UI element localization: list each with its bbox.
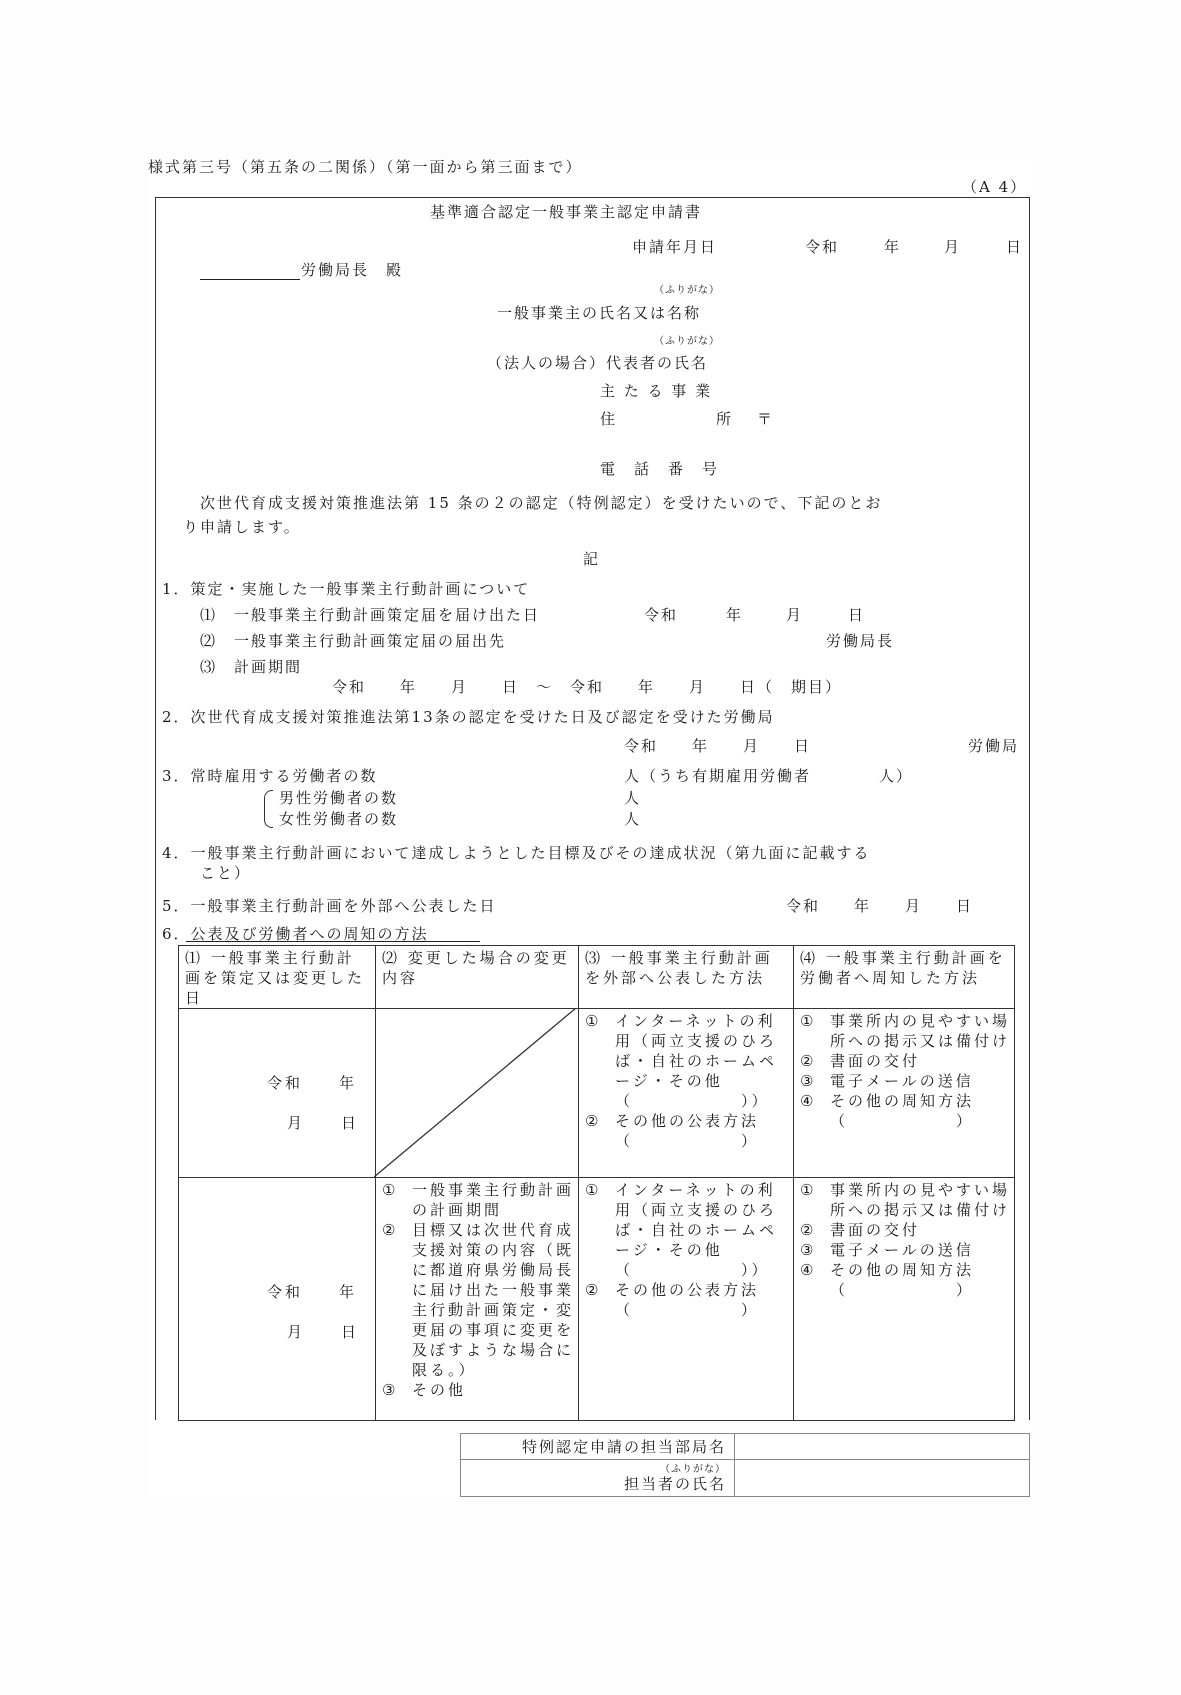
section-5-title: 5．一般事業主行動計画を外部へ公表した日 [162, 897, 497, 915]
table-header-row [179, 946, 1015, 1009]
notify-cell[interactable] [794, 1178, 1015, 1421]
address-label-2: 所 [716, 410, 734, 428]
publish-cell[interactable] [579, 1178, 794, 1421]
list-item[interactable]: ① 事業所内の見やすい場所への掲示又は備付け [800, 1181, 1011, 1219]
diagonal-strike-icon [374, 1008, 576, 1177]
list-item[interactable]: ③ 電子メールの送信 [800, 1072, 974, 1090]
section-2-date: 令和 年 月 日 [624, 737, 812, 755]
list-item[interactable]: ② その他の公表方法（ ） [585, 1281, 760, 1319]
female-workers-label: 女性労働者の数 [279, 810, 399, 828]
contact-table [460, 1433, 1030, 1497]
section-4-line-1: 4．一般事業主行動計画において達成しようとした目標及びその達成状況（第九面に記載する [162, 844, 871, 862]
month-label: 月 [944, 238, 962, 256]
list-item[interactable]: ④ その他の周知方法（ ） [800, 1261, 975, 1299]
month-label: 月 [786, 606, 804, 624]
table-row [461, 1434, 1030, 1460]
list-item[interactable]: ② 目標又は次世代育成支援対策の内容（既に都道府県労働局長に届け出た一般事業主行動計画策定・変更届の事項に変更を及ぼすような場合に限る。） [382, 1221, 575, 1379]
day-label: 日 [1006, 238, 1024, 256]
request-line-1: 次世代育成支援対策推進法第 15 条の２の認定（特例認定）を受けたいので、下記のとお [200, 494, 883, 512]
phone-label: 電 話 番 号 [600, 460, 720, 478]
list-item[interactable]: ① インターネットの利用（両立支援のひろば・自社のホームページ・その他（ ）） [585, 1181, 778, 1279]
paper-size: （A 4） [962, 178, 1028, 196]
form-number: 様式第三号（第五条の二関係）（第一面から第三面まで） [148, 158, 583, 176]
column-header-date: ⑴ 一般事業主行動計画を策定又は変更した日 [185, 949, 366, 1007]
furigana-person: （ふりがな） [660, 1464, 726, 1475]
plan-period: 令和 年 月 日 ～ 令和 年 月 日（ 期目） [332, 678, 843, 696]
employer-name-label: 一般事業主の氏名又は名称 [497, 304, 702, 322]
section-6-title: 6．公表及び労働者への周知の方法 [162, 925, 429, 943]
section-2-bureau: 労働局 [968, 737, 1020, 755]
column-header-publish: ⑶ 一般事業主行動計画を外部へ公表した方法 [585, 949, 773, 987]
person-label-cell [461, 1460, 735, 1497]
postal-mark: 〒 [757, 410, 775, 428]
representative-label: （法人の場合）代表者の氏名 [487, 354, 709, 372]
person-field[interactable] [735, 1460, 1030, 1497]
person-label: 担当者の氏名 [623, 1475, 726, 1493]
section-1-title: 1．策定・実施した一般事業主行動計画について [162, 580, 531, 598]
table-row [179, 1178, 1015, 1421]
column-header-change: ⑵ 変更した場合の変更内容 [382, 949, 570, 987]
row-2-date-line-1: 令和 年 [267, 1283, 358, 1301]
furigana-employer: （ふりがな） [654, 285, 720, 296]
list-item[interactable]: ② 書面の交付 [800, 1221, 921, 1239]
list-item[interactable]: ③ その他 [382, 1381, 467, 1399]
list-item[interactable]: ① 事業所内の見やすい場所への掲示又は備付け [800, 1012, 1011, 1050]
list-item[interactable]: ③ 電子メールの送信 [800, 1241, 974, 1259]
day-label: 日 [848, 606, 866, 624]
female-workers-unit: 人 [624, 810, 642, 828]
section-1-item-3: ⑶ 計画期間 [200, 658, 303, 676]
year-label: 年 [726, 606, 744, 624]
publication-methods-table [178, 945, 1015, 1421]
date-cell[interactable] [179, 1178, 376, 1421]
main-business-label: 主 た る 事 業 [600, 382, 713, 400]
year-label: 年 [884, 238, 902, 256]
list-item[interactable]: ① 一般事業主行動計画の計画期間 [382, 1181, 575, 1219]
column-header-notify: ⑷ 一般事業主行動計画を労働者へ周知した方法 [800, 949, 1006, 987]
addressee-suffix: 労働局長 殿 [301, 261, 404, 279]
list-item[interactable]: ② その他の公表方法（ ） [585, 1112, 760, 1150]
section-4-line-2: こと） [200, 864, 252, 882]
section-2-title: 2．次世代育成支援対策推進法第13条の認定を受けた日及び認定を受けた労働局 [162, 708, 775, 726]
section-6-underline [186, 941, 480, 942]
dept-label: 特例認定申請の担当部局名 [461, 1434, 735, 1460]
addressee-blank[interactable] [200, 279, 300, 280]
form-title: 基準適合認定一般事業主認定申請書 [430, 203, 703, 221]
row-1-date-line-1: 令和 年 [267, 1074, 358, 1092]
ki-label: 記 [583, 550, 601, 568]
table-row [179, 1009, 1015, 1178]
date-cell[interactable] [179, 1009, 376, 1178]
section-5-date: 令和 年 月 日 [786, 897, 974, 915]
application-date-label: 申請年月日 [632, 238, 718, 256]
notify-cell[interactable] [794, 1009, 1015, 1178]
male-workers-unit: 人 [624, 789, 642, 807]
list-item[interactable]: ① インターネットの利用（両立支援のひろば・自社のホームページ・その他（ ）） [585, 1012, 778, 1110]
era-label: 令和 [644, 606, 679, 624]
row-1-date-line-2: 月 日 [287, 1114, 360, 1132]
section-1-item-1: ⑴ 一般事業主行動計画策定届を届け出た日 [200, 606, 541, 624]
change-cell[interactable] [376, 1178, 579, 1421]
list-item[interactable]: ② 書面の交付 [800, 1052, 921, 1070]
address-label-1: 住 [600, 410, 618, 428]
table-row [461, 1460, 1030, 1497]
male-workers-label: 男性労働者の数 [279, 789, 399, 807]
publish-cell[interactable] [579, 1009, 794, 1178]
section-1-item-2-suffix: 労働局長 [826, 632, 895, 650]
section-1-item-2: ⑵ 一般事業主行動計画策定届の届出先 [200, 632, 507, 650]
request-line-2: り申請します。 [183, 518, 301, 536]
era-label: 令和 [805, 238, 840, 256]
furigana-representative: （ふりがな） [654, 336, 720, 347]
row-2-date-line-2: 月 日 [287, 1323, 360, 1341]
dept-field[interactable] [735, 1434, 1030, 1460]
bracket-icon [264, 790, 273, 828]
section-3-total: 人（うち有期雇用労働者 人） [624, 767, 914, 785]
section-3-title: 3．常時雇用する労働者の数 [162, 767, 378, 785]
list-item[interactable]: ④ その他の周知方法（ ） [800, 1092, 975, 1130]
